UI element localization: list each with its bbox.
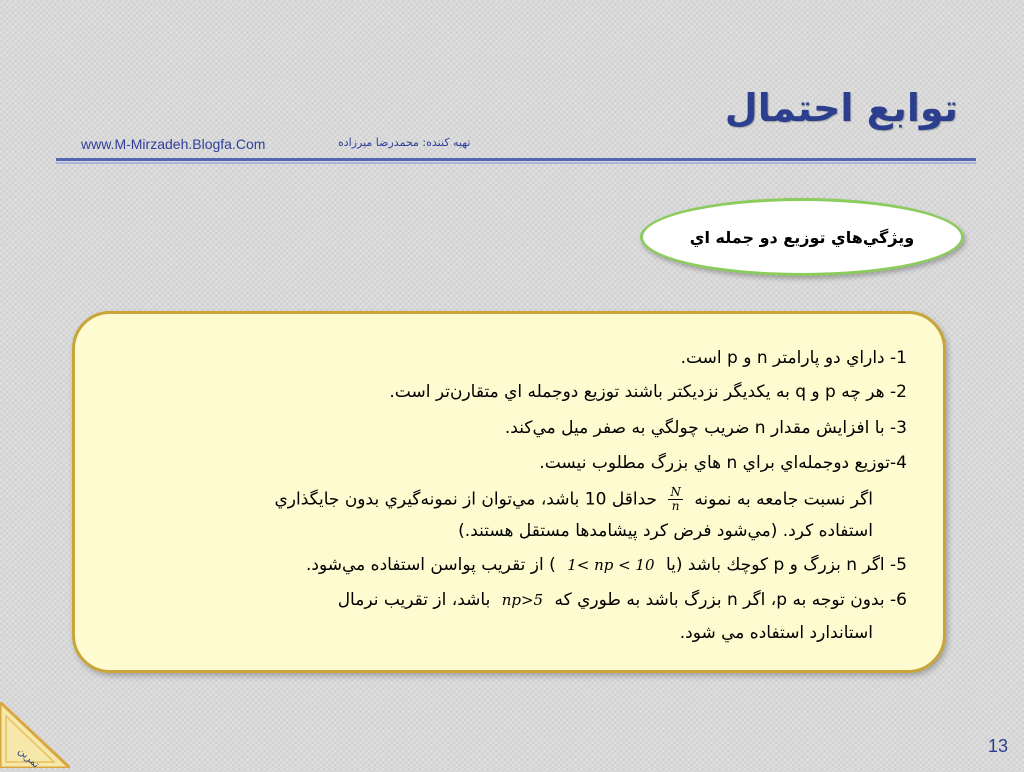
point-3: 3- با افزايش مقدار n ضريب چولگي به صفر ميل مي‌کند. (504, 418, 907, 438)
section-label-pill (640, 198, 964, 276)
point-5-post: ) از تقريب پواسن استفاده مي‌شود. (306, 555, 556, 575)
point-6-post: باشد، از تقريب نرمال (337, 590, 491, 610)
corner-triangle-icon (0, 702, 70, 768)
header-rule (56, 158, 976, 161)
header-rule-light (56, 162, 976, 164)
point-4-continuation: استفاده کرد. (مي‌شود فرض کرد پيشامدها مستقل هستند.) (458, 521, 873, 541)
slide-title: توابع احتمال (724, 86, 958, 130)
point-2: 2- هر چه p و q به يکديگر نزديکتر باشند توزيع دوجمله اي متقارن‌تر است. (389, 382, 907, 402)
point-4-detail-pre: اگر نسبت جامعه به نمونه (694, 489, 873, 510)
point-4: 4-توزيع دوجمله‌اي براي n هاي بزرگ مطلوب نيست. (539, 453, 907, 473)
fraction-numerator: N (670, 485, 681, 499)
point-6-continuation: استاندارد استفاده مي شود. (679, 623, 873, 643)
point-5-math: 1< np < 10 (567, 556, 655, 574)
point-6-math: np>5 (501, 591, 544, 609)
point-4-detail-post: حداقل 10 باشد، مي‌توان از نمونه‌گيري بدون جايگذاري (274, 489, 657, 510)
exercise-corner-link[interactable] (0, 702, 70, 768)
ratio-fraction (668, 486, 683, 513)
corner-label: تمرین (15, 745, 42, 768)
section-label: ويژگي‌هاي توزيع دو جمله اي (689, 227, 915, 247)
point-5-pre: 5- اگر n بزرگ و p کوچك باشد (يا (665, 555, 907, 575)
fraction-denominator: n (671, 499, 680, 513)
content-panel (72, 311, 946, 673)
point-6-pre: 6- بدون توجه به p، اگر n بزرگ باشد به طوري كه (554, 590, 907, 610)
author-credit: تهيه کننده: محمدرضا ميرزاده (338, 136, 471, 149)
site-url: www.M-Mirzadeh.Blogfa.Com (81, 136, 266, 152)
point-6 (338, 590, 907, 610)
point-1: 1- داراي دو پارامتر n و p است. (680, 348, 907, 368)
point-4-detail (274, 486, 873, 513)
point-5 (306, 555, 907, 575)
page-number: 13 (987, 736, 1008, 756)
